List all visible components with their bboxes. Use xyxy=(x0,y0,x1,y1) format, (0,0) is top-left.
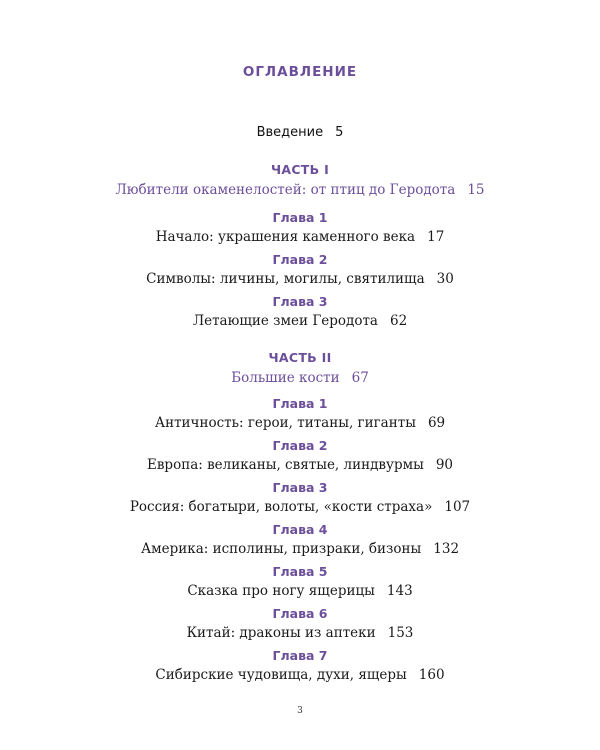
chapter-title: Символы: личины, могилы, святилища xyxy=(146,271,425,287)
part-1-chapter-2-entry[interactable] xyxy=(0,271,600,287)
part-2-chapter-3-entry[interactable] xyxy=(0,499,600,515)
page-number: 3 xyxy=(297,706,303,716)
part-2-entry[interactable] xyxy=(0,370,600,386)
part-1-label: ЧАСТЬ I xyxy=(270,162,330,177)
part-2-chapter-6-entry[interactable] xyxy=(0,625,600,641)
chapter-title: Россия: богатыри, волоты, «кости страха» xyxy=(129,499,433,515)
chapter-page: 143 xyxy=(386,583,413,599)
intro-title: Введение xyxy=(256,125,324,140)
chapter-title: Сибирские чудовища, духи, ящеры xyxy=(155,667,407,683)
part-2-chapter-4-entry[interactable] xyxy=(0,541,600,557)
chapter-page: 62 xyxy=(389,313,408,329)
chapter-page: 90 xyxy=(435,457,454,473)
chapter-page: 160 xyxy=(418,667,445,683)
part-1-chapter-1-label: Глава 1 xyxy=(272,210,328,225)
chapter-page: 30 xyxy=(436,271,454,287)
chapter-page: 107 xyxy=(444,499,471,515)
intro-entry[interactable] xyxy=(0,125,600,140)
chapter-title: Летающие змеи Геродота xyxy=(192,313,378,329)
part-2-chapter-5-label: Глава 5 xyxy=(272,564,328,579)
part-2-page: 67 xyxy=(351,370,369,386)
intro-page: 5 xyxy=(335,125,344,140)
part-2-chapter-5-entry[interactable] xyxy=(0,583,600,599)
part-1-chapter-3-label: Глава 3 xyxy=(272,294,328,309)
part-1-chapter-2-label: Глава 2 xyxy=(272,252,328,267)
part-2-chapter-1-label: Глава 1 xyxy=(272,396,328,411)
chapter-title: Китай: драконы из аптеки xyxy=(186,625,376,641)
chapter-title: Европа: великаны, святые, линдвурмы xyxy=(146,457,424,473)
toc-title: ОГЛАВЛЕНИЕ xyxy=(242,64,358,80)
part-2-chapter-4-label: Глава 4 xyxy=(272,522,328,537)
part-2-chapter-3-label: Глава 3 xyxy=(272,480,328,495)
part-2-title: Большие кости xyxy=(231,370,340,386)
part-1-chapter-3-entry[interactable] xyxy=(0,313,600,329)
part-1-entry[interactable] xyxy=(0,182,600,198)
part-2-chapter-1-entry[interactable] xyxy=(0,415,600,431)
chapter-title: Начало: украшения каменного века xyxy=(155,229,416,245)
part-2-chapter-2-label: Глава 2 xyxy=(272,438,328,453)
chapter-page: 69 xyxy=(427,415,446,431)
part-2-chapter-2-entry[interactable] xyxy=(0,457,600,473)
chapter-title: Античность: герои, титаны, гиганты xyxy=(154,415,416,431)
chapter-page: 17 xyxy=(427,229,445,245)
part-2-chapter-6-label: Глава 6 xyxy=(272,606,328,621)
chapter-title: Америка: исполины, призраки, бизоны xyxy=(140,541,422,557)
chapter-page: 132 xyxy=(433,541,460,557)
part-1-chapter-1-entry[interactable] xyxy=(0,229,600,245)
part-2-chapter-7-entry[interactable] xyxy=(0,667,600,683)
part-2-chapter-7-label: Глава 7 xyxy=(272,648,328,663)
part-2-label: ЧАСТЬ II xyxy=(268,350,332,365)
part-1-page: 15 xyxy=(467,182,485,198)
chapter-page: 153 xyxy=(387,625,414,641)
part-1-title: Любители окаменелостей: от птиц до Геродота xyxy=(115,182,456,198)
chapter-title: Сказка про ногу ящерицы xyxy=(187,583,375,599)
